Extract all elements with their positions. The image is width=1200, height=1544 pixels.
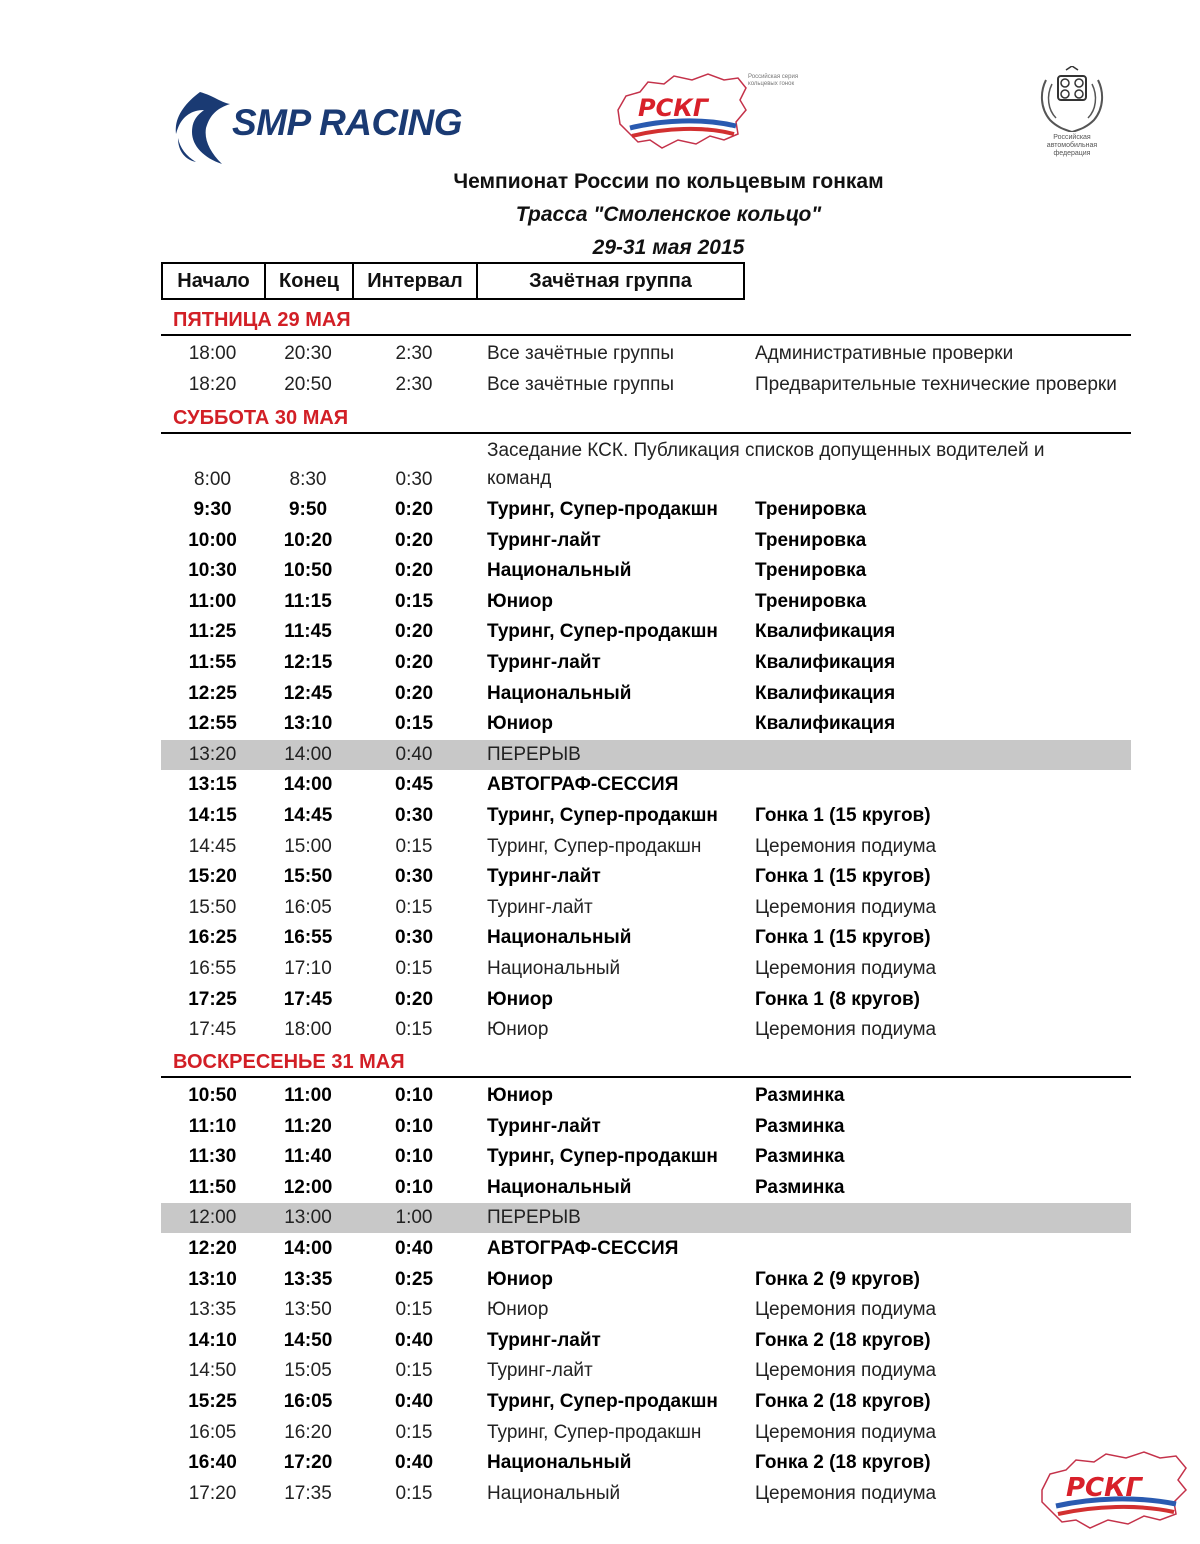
start-time: 15:20: [188, 866, 237, 888]
group: Туринг-лайт: [487, 1329, 601, 1351]
interval: 0:15: [395, 1482, 433, 1504]
raf-emblem-icon: [1032, 66, 1112, 132]
end-time: 13:10: [283, 713, 333, 735]
interval: 0:20: [394, 652, 434, 673]
schedule-row: [161, 1081, 1131, 1111]
session: Квалификация: [755, 713, 896, 735]
schedule-row: [161, 648, 1131, 678]
schedule-row: [161, 1448, 1131, 1478]
start-time: 16:55: [188, 958, 237, 979]
end-time: 20:30: [284, 343, 332, 364]
group: Юниор: [487, 713, 553, 735]
session: Церемония подиума: [755, 1482, 937, 1504]
group: Национальный: [487, 927, 632, 949]
day-header: [161, 404, 1131, 434]
interval: 0:15: [394, 713, 434, 735]
end-time: 17:45: [283, 988, 333, 1010]
start-time: 11:55: [188, 652, 237, 673]
start-time: 13:20: [188, 743, 237, 765]
end-time: 18:00: [284, 1019, 332, 1041]
schedule-row: [161, 495, 1131, 525]
group: Юниор: [487, 1085, 553, 1106]
raf-caption: Российская автомобильная федерация: [1046, 134, 1098, 157]
session: Гонка 1 (8 кругов): [755, 988, 920, 1010]
end-time: 14:00: [283, 1238, 333, 1259]
group: ПЕРЕРЫВ: [487, 743, 581, 765]
start-time: 15:50: [188, 896, 237, 918]
end-time: 10:50: [283, 560, 333, 582]
smp-racing-wordmark: SMP RACING: [232, 102, 463, 143]
rskg-logo: [612, 70, 808, 160]
day-header: [161, 1048, 1131, 1078]
interval: 0:40: [395, 743, 433, 765]
column-group: Зачётная группа: [529, 269, 692, 292]
group: Юниор: [487, 1268, 553, 1290]
end-time: 16:55: [283, 927, 333, 949]
start-time: 15:25: [188, 1391, 237, 1412]
session: Разминка: [755, 1085, 845, 1106]
break-row: [161, 1203, 1131, 1233]
interval: 0:15: [395, 958, 433, 979]
session: Церемония подиума: [755, 896, 937, 918]
end-time: 13:50: [284, 1299, 332, 1321]
interval: 0:15: [395, 1360, 433, 1382]
session: Тренировка: [755, 560, 867, 582]
end-time: 14:45: [283, 805, 333, 826]
end-time: 14:00: [283, 774, 333, 796]
group: Юниор: [487, 1019, 549, 1041]
start-time: 14:50: [188, 1360, 237, 1382]
end-time: 17:20: [283, 1452, 333, 1474]
interval: 0:30: [395, 469, 433, 490]
rskg-corner-logo: [1036, 1450, 1192, 1530]
column-interval: Интервал: [354, 264, 478, 298]
end-time: 11:15: [284, 590, 332, 612]
column-header: [161, 262, 745, 300]
group: Туринг, Супер-продакшн: [487, 1391, 718, 1412]
group: Национальный: [487, 560, 632, 582]
end-time: 16:20: [284, 1421, 332, 1443]
day-label: ВОСКРЕСЕНЬЕ 31 МАЯ: [173, 1051, 405, 1073]
session: Церемония подиума: [755, 1299, 937, 1321]
end-time: 16:05: [283, 1391, 333, 1412]
group: Туринг-лайт: [487, 866, 601, 888]
end-time: 17:35: [284, 1482, 332, 1504]
session: Церемония подиума: [755, 1019, 937, 1041]
schedule-row: [161, 526, 1131, 556]
logo-header: [0, 0, 1200, 170]
session: Квалификация: [755, 621, 896, 643]
interval: 2:30: [395, 343, 433, 364]
group: Национальный: [487, 1176, 632, 1198]
schedule-row: [161, 862, 1131, 892]
schedule-row: [161, 801, 1131, 831]
start-time: 12:00: [188, 1207, 237, 1229]
session: Гонка 1 (15 кругов): [755, 927, 931, 949]
rskg-corner-wordmark: РСКГ: [1066, 1473, 1142, 1503]
day-label: ПЯТНИЦА 29 МАЯ: [173, 309, 351, 331]
group: Заседание КСК. Публикация списков допущенных водителей и команд: [487, 440, 1045, 489]
russia-map-icon: [1036, 1450, 1192, 1530]
group: Юниор: [487, 988, 553, 1010]
session: Гонка 2 (18 кругов): [755, 1391, 931, 1412]
end-time: 17:10: [284, 958, 332, 979]
interval: 0:45: [394, 774, 434, 796]
group: АВТОГРАФ-СЕССИЯ: [487, 1238, 679, 1259]
session: Гонка 1 (15 кругов): [755, 805, 931, 826]
interval: 0:40: [394, 1452, 434, 1474]
group: ПЕРЕРЫВ: [487, 1207, 581, 1229]
session: Административные проверки: [755, 343, 1014, 364]
end-time: 12:45: [283, 682, 333, 704]
schedule-row: [161, 1387, 1131, 1417]
group: Национальный: [487, 1482, 621, 1504]
schedule-row: [161, 339, 1131, 369]
group: Юниор: [487, 590, 553, 612]
session: Церемония подиума: [755, 1421, 937, 1443]
rskg-caption: Российская серия кольцевых гонок: [748, 74, 799, 87]
interval: 0:15: [395, 835, 433, 857]
interval: 0:10: [394, 1146, 434, 1168]
end-time: 13:35: [283, 1268, 333, 1290]
start-time: 12:25: [188, 682, 237, 704]
group: Национальный: [487, 1452, 632, 1474]
group: Туринг, Супер-продакшн: [487, 499, 718, 520]
interval: 0:15: [395, 1299, 433, 1321]
schedule-row: [161, 1295, 1131, 1325]
schedule-row: [161, 1142, 1131, 1172]
start-time: 17:20: [188, 1482, 237, 1504]
session: Тренировка: [755, 499, 867, 520]
group: Туринг-лайт: [487, 896, 593, 918]
column-start: Начало: [163, 264, 266, 298]
group: Юниор: [487, 1299, 549, 1321]
start-time: 13:15: [188, 774, 237, 796]
session: Гонка 2 (9 кругов): [755, 1268, 920, 1290]
start-time: 8:00: [194, 469, 231, 490]
schedule-row: [161, 556, 1131, 586]
schedule-row: [161, 617, 1131, 647]
end-time: 15:05: [284, 1360, 332, 1382]
day-label: СУББОТА 30 МАЯ: [173, 407, 349, 429]
interval: 0:10: [394, 1115, 434, 1137]
interval: 0:30: [394, 866, 434, 888]
schedule-row: [161, 679, 1131, 709]
schedule-row: [161, 985, 1131, 1015]
interval: 0:40: [394, 1329, 434, 1351]
interval: 0:15: [394, 590, 434, 612]
schedule-row: [161, 770, 1131, 800]
schedule-row: [161, 1356, 1131, 1386]
session: Тренировка: [755, 529, 867, 551]
interval: 0:30: [394, 805, 434, 826]
group: Туринг-лайт: [487, 529, 601, 551]
raf-logo: [1032, 66, 1112, 162]
start-time: 13:10: [188, 1268, 237, 1290]
day-header: [161, 306, 1131, 336]
interval: 0:15: [395, 896, 433, 918]
group: Национальный: [487, 682, 632, 704]
end-time: 9:50: [288, 499, 328, 520]
session: Гонка 2 (18 кругов): [755, 1329, 931, 1351]
interval: 1:00: [395, 1207, 433, 1229]
column-end: Конец: [266, 264, 354, 298]
end-time: 12:00: [283, 1176, 333, 1198]
interval: 0:15: [395, 1019, 433, 1041]
interval: 0:20: [394, 499, 434, 520]
interval: 0:10: [394, 1176, 434, 1198]
schedule-row: [161, 587, 1131, 617]
session: Предварительные технические проверки: [755, 373, 1117, 395]
interval: 0:40: [394, 1391, 434, 1412]
session: Разминка: [755, 1146, 845, 1168]
rskg-wordmark: РСКГ: [638, 94, 709, 122]
group: Туринг, Супер-продакшн: [487, 1421, 702, 1443]
group: Туринг-лайт: [487, 1360, 593, 1382]
start-time: 14:15: [188, 805, 237, 826]
interval: 0:20: [394, 988, 434, 1010]
group: Туринг, Супер-продакшн: [487, 1146, 718, 1168]
schedule-row: [161, 923, 1131, 953]
break-row: [161, 740, 1131, 770]
document-title: Чемпионат России по кольцевым гонкам: [453, 170, 884, 193]
start-time: 11:00: [188, 590, 237, 612]
start-time: 13:35: [188, 1299, 237, 1321]
schedule-row: [161, 893, 1131, 923]
schedule-row: [161, 1234, 1131, 1264]
group: Туринг-лайт: [487, 1115, 601, 1137]
start-time: 17:45: [188, 1019, 237, 1041]
start-time: 12:55: [188, 713, 237, 735]
start-time: 17:25: [188, 988, 237, 1010]
session: Церемония подиума: [755, 1360, 937, 1382]
interval: 2:30: [395, 373, 433, 395]
schedule-row: [161, 437, 1131, 495]
interval: 0:20: [394, 560, 434, 582]
session: Квалификация: [755, 682, 896, 704]
session: Гонка 2 (18 кругов): [755, 1452, 931, 1474]
start-time: 14:10: [188, 1329, 237, 1351]
russia-map-icon: [612, 70, 752, 160]
schedule-row: [161, 1173, 1131, 1203]
smp-bird-icon: [170, 88, 240, 168]
session: Церемония подиума: [755, 835, 937, 857]
session: Тренировка: [755, 590, 867, 612]
group: Все зачётные группы: [487, 373, 675, 395]
end-time: 20:50: [284, 373, 332, 395]
end-time: 14:00: [284, 743, 332, 765]
end-time: 15:50: [283, 866, 333, 888]
start-time: 11:25: [188, 621, 237, 643]
interval: 0:20: [394, 682, 434, 704]
end-time: 13:00: [284, 1207, 332, 1229]
group: Туринг-лайт: [487, 652, 601, 673]
start-time: 10:00: [188, 529, 237, 551]
schedule-row: [161, 709, 1131, 739]
interval: 0:20: [394, 529, 434, 551]
start-time: 10:30: [188, 560, 237, 582]
end-time: 11:40: [284, 1146, 332, 1168]
end-time: 11:20: [284, 1115, 332, 1137]
start-time: 18:00: [188, 343, 237, 364]
end-time: 11:00: [284, 1085, 332, 1106]
start-time: 16:25: [188, 927, 237, 949]
end-time: 10:20: [283, 529, 333, 551]
session: Разминка: [755, 1115, 845, 1137]
schedule-row: [161, 1418, 1131, 1448]
end-time: 12:15: [283, 652, 333, 673]
group: Туринг, Супер-продакшн: [487, 621, 718, 643]
start-time: 9:30: [193, 499, 232, 520]
interval: 0:25: [394, 1268, 434, 1290]
group: Туринг, Супер-продакшн: [487, 805, 718, 826]
session: Квалификация: [755, 652, 896, 673]
group: Национальный: [487, 958, 621, 979]
interval: 0:30: [394, 927, 434, 949]
start-time: 16:40: [188, 1452, 237, 1474]
interval: 0:20: [394, 621, 434, 643]
session: Церемония подиума: [755, 958, 937, 979]
schedule-row: [161, 1015, 1131, 1045]
track-name: Трасса "Смоленское кольцо": [515, 203, 822, 226]
session: Гонка 1 (15 кругов): [755, 866, 931, 888]
end-time: 11:45: [284, 621, 332, 643]
end-time: 16:05: [284, 896, 332, 918]
event-dates: 29-31 мая 2015: [592, 236, 745, 259]
interval: 0:40: [394, 1238, 434, 1259]
session: Разминка: [755, 1176, 845, 1198]
schedule-row: [161, 1265, 1131, 1295]
end-time: 14:50: [283, 1329, 333, 1351]
start-time: 11:50: [188, 1176, 237, 1198]
schedule-row: [161, 954, 1131, 984]
schedule-row: [161, 1112, 1131, 1142]
group: Туринг, Супер-продакшн: [487, 835, 702, 857]
group: Все зачётные группы: [487, 343, 675, 364]
end-time: 15:00: [284, 835, 332, 857]
start-time: 14:45: [188, 835, 237, 857]
interval: 0:15: [395, 1421, 433, 1443]
start-time: 16:05: [188, 1421, 237, 1443]
end-time: 8:30: [289, 469, 327, 490]
group: АВТОГРАФ-СЕССИЯ: [487, 774, 679, 796]
schedule-row: [161, 1479, 1131, 1509]
start-time: 18:20: [188, 373, 237, 395]
start-time: 12:20: [188, 1238, 237, 1259]
smp-racing-logo: [170, 88, 510, 168]
schedule-row: [161, 832, 1131, 862]
start-time: 10:50: [188, 1085, 237, 1106]
interval: 0:10: [394, 1085, 434, 1106]
start-time: 11:10: [188, 1115, 237, 1137]
schedule-row: [161, 370, 1131, 400]
schedule-row: [161, 1326, 1131, 1356]
start-time: 11:30: [188, 1146, 237, 1168]
